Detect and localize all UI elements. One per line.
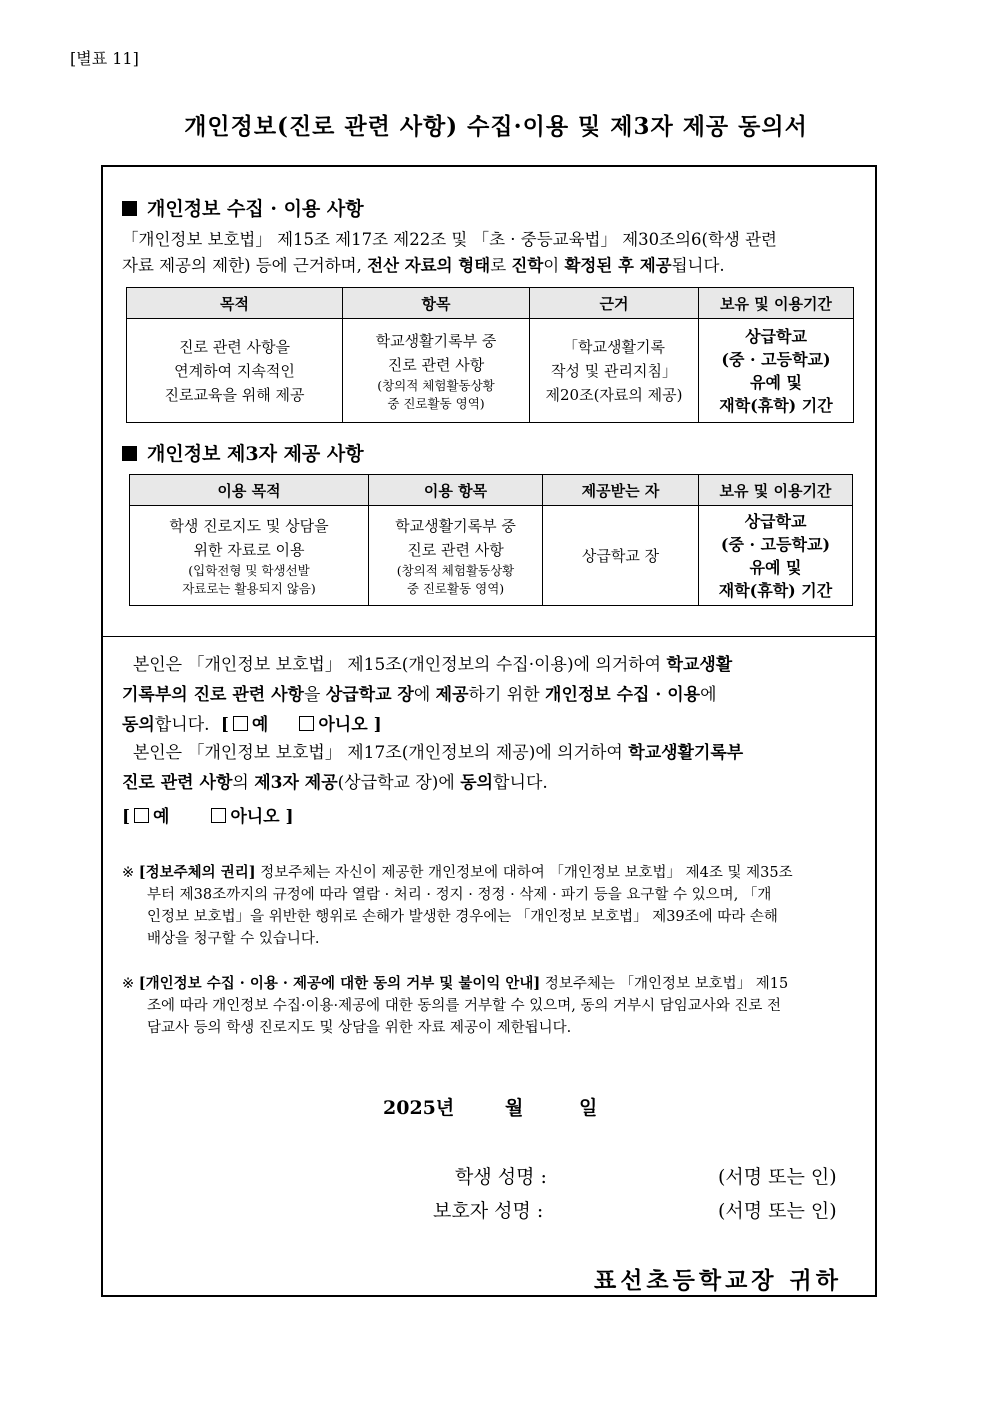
header-basis: 근거 (530, 288, 699, 319)
section2-heading: 개인정보 제3자 제공 사항 (122, 439, 364, 466)
header-period: 보유 및 이용기간 (699, 475, 853, 506)
section1-heading: 개인정보 수집 · 이용 사항 (122, 194, 364, 221)
date-day: 일 (579, 1097, 598, 1119)
consent2-yes-checkbox[interactable] (134, 808, 149, 823)
guardian-seal-field[interactable]: (서명 또는 인) (718, 1200, 837, 1222)
collection-table (126, 287, 854, 423)
guardian-name-label: 보호자 성명 : (433, 1200, 544, 1222)
date-year: 2025년 (383, 1097, 455, 1119)
header-recipient: 제공받는 자 (543, 475, 699, 506)
cell-period: 상급학교 (중 · 고등학교) 유예 및 재학(휴학) 기간 (699, 506, 853, 606)
rights-notice: ※ [정보주체의 권리] 정보주체는 자신이 제공한 개인정보에 대하여 「개인정보 보호법」 제4조 및 제35조 부터 제38조까지의 규정에 따라 열람 · 처리 · 정지 · 정정 · 삭제 · 파기 등을 요구할 수 있으며, 「개 인정보 보호법」을 위반한 행위로 손해가 발생한 경우에는 「개인정보 보호법」 제39조에 따라 손해 배상을 청구할 수 있습니다. (122, 864, 793, 947)
header-purpose: 목적 (127, 288, 343, 319)
section-divider (101, 636, 877, 637)
refusal-notice: ※ [개인정보 수집 · 이용 · 제공에 대한 동의 거부 및 불이익 안내] 정보주체는 「개인정보 보호법」 제15 조에 따라 개인정보 수집·이용·제공에 대한 동의를 거부할 수 있으며, 동의 거부시 담임교사와 진로 전 담교사 등의 학생 진로지도 및 상담을 위한 자료 제공이 제한됩니다. (122, 975, 789, 1036)
header-use-item: 이용 항목 (369, 475, 543, 506)
cell-purpose: 진로 관련 사항을 연계하여 지속적인 진로교육을 위해 제공 (127, 319, 343, 423)
consent1-block: 본인은 「개인정보 보호법」 제15조(개인정보의 수집·이용)에 의거하여 학교생활 기록부의 진로 관련 사항을 상급학교 장에 제공하기 위한 개인정보 수집 · 이용에 동의합니다. [ 예 아니오 ] (122, 655, 733, 735)
annex-tag: [별표 11] (70, 49, 139, 68)
student-seal-field[interactable]: (서명 또는 인) (718, 1166, 837, 1188)
cell-basis: 「학교생활기록 작성 및 관리지침」 제20조(자료의 제공) (530, 319, 699, 423)
square-bullet-icon (122, 201, 137, 216)
cell-item: 학교생활기록부 중 진로 관련 사항 (창의적 체험활동상황 중 진로활동 영역) (343, 319, 530, 423)
section1-intro: 「개인정보 보호법」 제15조 제17조 제22조 및 「초 · 중등교육법」 제30조의6(학생 관련 자료 제공의 제한) 등에 근거하며, 전산 자료의 형태로 진학이 확정된 후 제공됩니다. (122, 230, 777, 275)
consent2-block: 본인은 「개인정보 보호법」 제17조(개인정보의 제공)에 의거하여 학교생활기록부 진로 관련 사항의 제3자 제공(상급학교 장)에 동의합니다. [ 예 아니오 ] (122, 743, 744, 827)
consent1-no-checkbox[interactable] (299, 716, 314, 731)
consent1-yes-checkbox[interactable] (233, 716, 248, 731)
third-party-table (129, 474, 853, 606)
header-use-purpose: 이용 목적 (130, 475, 369, 506)
page-title: 개인정보(진로 관련 사항) 수집·이용 및 제3자 제공 동의서 (184, 113, 808, 140)
cell-period: 상급학교 (중 · 고등학교) 유예 및 재학(휴학) 기간 (699, 319, 854, 423)
cell-use-item: 학교생활기록부 중 진로 관련 사항 (창의적 체험활동상황 중 진로활동 영역) (369, 506, 543, 606)
addressee: 표선초등학교장 귀하 (594, 1267, 842, 1294)
cell-use-purpose: 학생 진로지도 및 상담을 위한 자료로 이용 (입학전형 및 학생선발 자료로는 활용되지 않음) (130, 506, 369, 606)
student-name-label: 학생 성명 : (455, 1166, 547, 1188)
header-item: 항목 (343, 288, 530, 319)
consent2-no-checkbox[interactable] (211, 808, 226, 823)
square-bullet-icon (122, 446, 137, 461)
cell-recipient: 상급학교 장 (543, 506, 699, 606)
date-month: 월 (505, 1097, 524, 1119)
header-period: 보유 및 이용기간 (699, 288, 854, 319)
